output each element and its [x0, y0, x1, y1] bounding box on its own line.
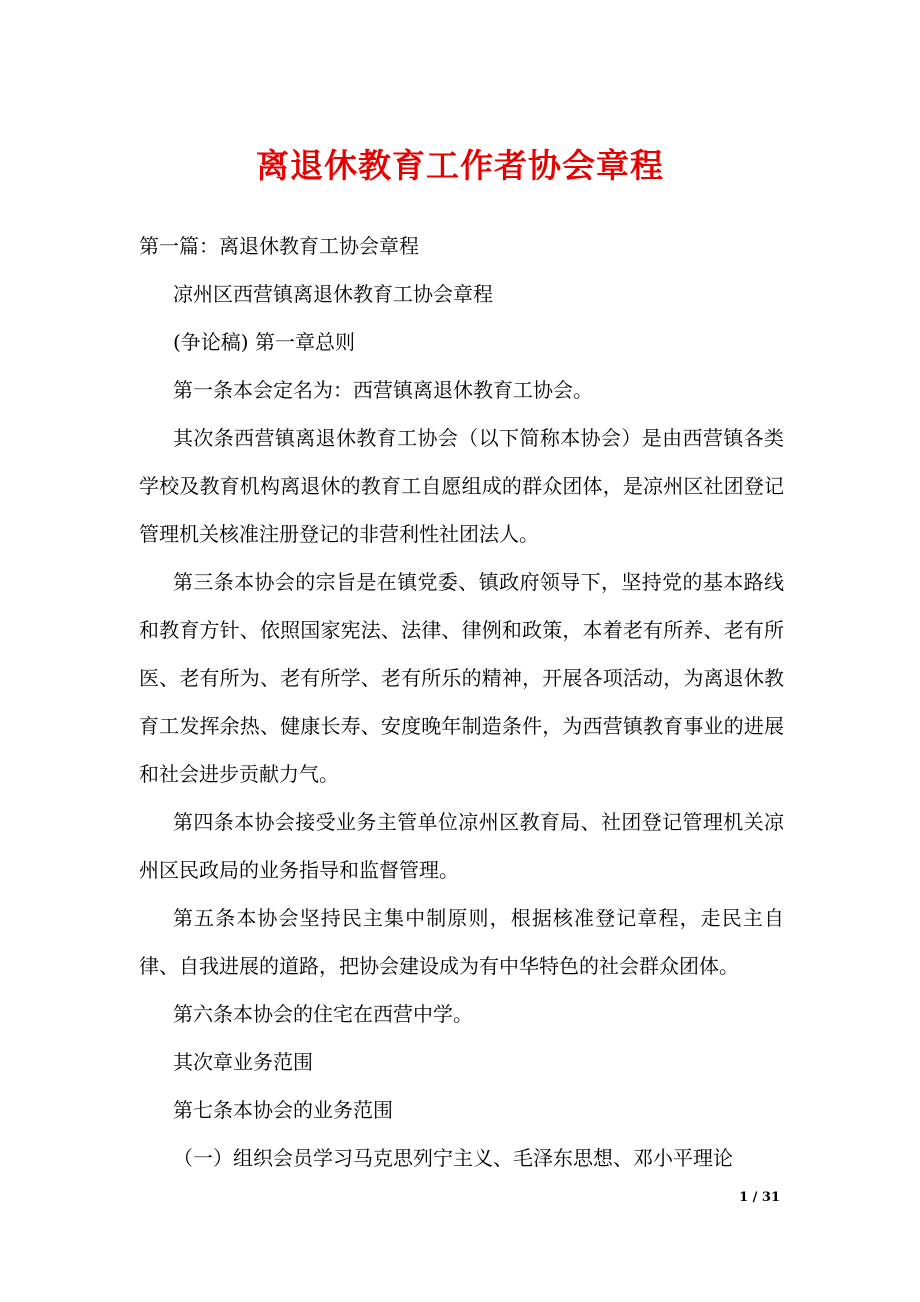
paragraph-article-5: 第五条本协会坚持民主集中制原则，根据核准登记章程，走民主自律、自我进展的道路，把协会建设成为有中华特色的社会群众团体。	[139, 906, 784, 978]
paragraph-article-6: 第六条本协会的住宅在西营中学。	[173, 1002, 473, 1026]
paragraph-article-2: 其次条西营镇离退休教育工协会（以下简称本协会）是由西营镇各类学校及教育机构离退休的教育工自愿组成的群众团体，是凉州区社团登记管理机关核准注册登记的非营利性社团法人。	[139, 426, 784, 546]
paragraph-article-7: 第七条本协会的业务范围	[173, 1098, 393, 1122]
paragraph-charter-name: 凉州区西营镇离退休教育工协会章程	[173, 282, 493, 306]
paragraph-chapter-two: 其次章业务范围	[173, 1050, 313, 1074]
paragraph-article-4: 第四条本协会接受业务主管单位凉州区教育局、社团登记管理机关凉州区民政局的业务指导和监督管理。	[139, 810, 784, 882]
paragraph-item-1: （一）组织会员学习马克思列宁主义、毛泽东思想、邓小平理论	[173, 1146, 733, 1170]
page-number: 1 / 31	[739, 1190, 780, 1205]
paragraph-article-3: 第三条本协会的宗旨是在镇党委、镇政府领导下，坚持党的基本路线和教育方针、依照国家宪法、法律、律例和政策，本着老有所养、老有所医、老有所为、老有所学、老有所乐的精神，开展各项活动，为离退休教育工发挥余热、健康长寿、安度晚年制造条件，为西营镇教育事业的进展和社会进步贡献力气。	[139, 570, 784, 786]
document-title: 离退休教育工作者协会章程	[256, 146, 664, 185]
document-body	[139, 222, 784, 1182]
paragraph-part-heading: 第一篇：离退休教育工协会章程	[139, 234, 419, 258]
paragraph-article-1: 第一条本会定名为：西营镇离退休教育工协会。	[173, 378, 593, 402]
paragraph-chapter-one: (争论稿) 第一章总则	[173, 330, 355, 354]
